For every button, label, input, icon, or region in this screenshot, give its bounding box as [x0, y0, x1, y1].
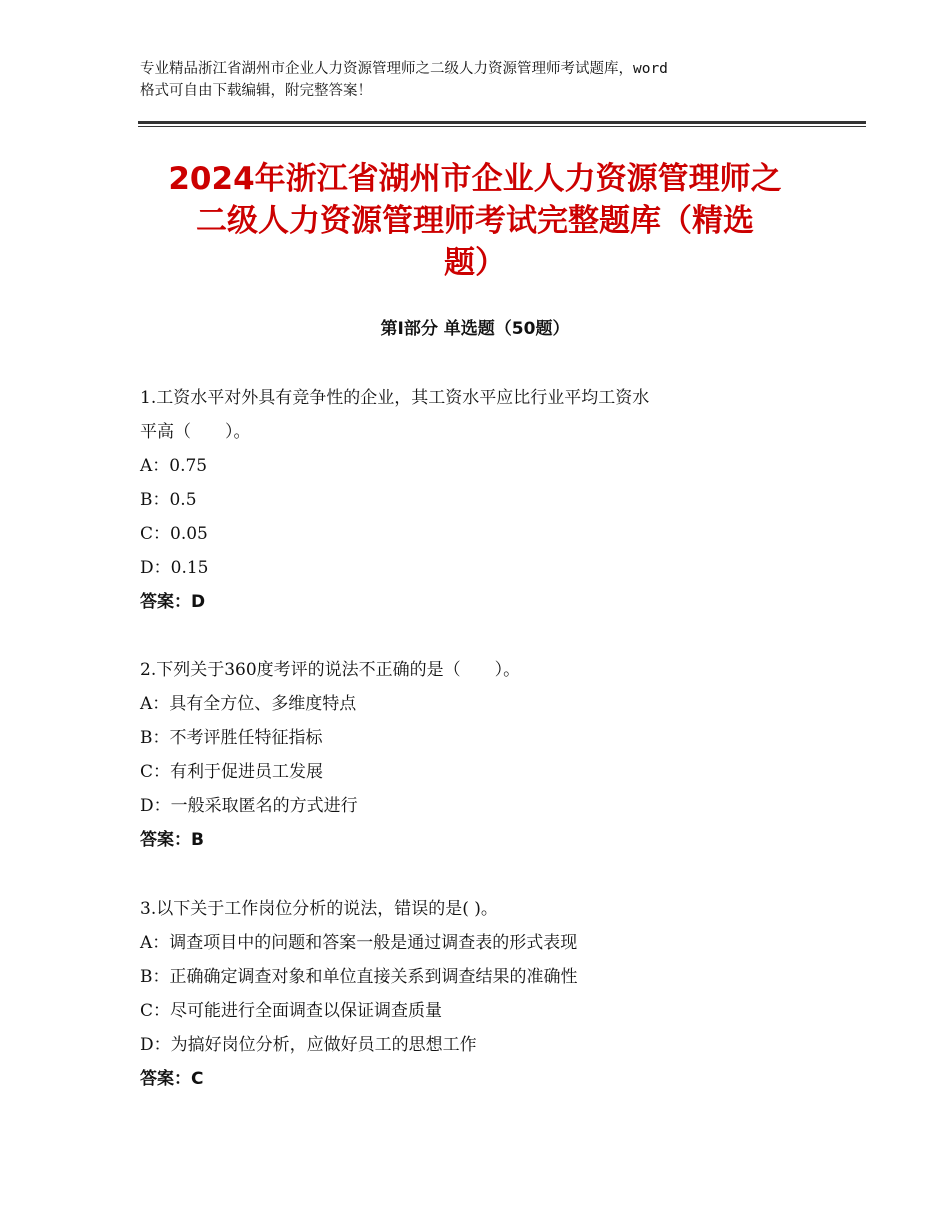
- option-b: B：正确确定调查对象和单位直接关系到调查结果的准确性: [140, 967, 578, 987]
- header-note-line-1: 专业精品浙江省湖州市企业人力资源管理师之二级人力资源管理师考试题库，word: [140, 61, 668, 77]
- option-c: C：有利于促进员工发展: [140, 762, 324, 782]
- document-title-line-1: 2024年浙江省湖州市企业人力资源管理师之: [168, 161, 782, 197]
- question-3: [140, 892, 820, 1096]
- document-title-line-2: 二级人力资源管理师考试完整题库（精选: [196, 203, 754, 239]
- option-a: A：具有全方位、多维度特点: [140, 694, 357, 714]
- option-c: C：尽可能进行全面调查以保证调查质量: [140, 1001, 443, 1021]
- question-2: [140, 653, 820, 857]
- answer: 答案：D: [140, 592, 206, 612]
- option-d: D：0.15: [140, 558, 209, 578]
- section-title: 第Ⅰ部分 单选题（50题）: [380, 319, 570, 339]
- option-b: B：不考评胜任特征指标: [140, 728, 323, 748]
- option-a: A：0.75: [140, 456, 208, 476]
- document-title: [100, 158, 850, 284]
- document-title-line-3: 题）: [444, 245, 506, 281]
- question-stem: 3.以下关于工作岗位分析的说法，错误的是( )。: [140, 899, 498, 919]
- option-d: D：为搞好岗位分析，应做好员工的思想工作: [140, 1035, 477, 1055]
- question-stem-continued: 平高（ ）。: [140, 422, 251, 442]
- option-b: B：0.5: [140, 490, 197, 510]
- answer: 答案：B: [140, 830, 204, 850]
- answer: 答案：C: [140, 1069, 204, 1089]
- header-note: [140, 58, 830, 102]
- question-stem: 1.工资水平对外具有竞争性的企业，其工资水平应比行业平均工资水: [140, 388, 650, 408]
- question-1: [140, 381, 820, 619]
- option-c: C：0.05: [140, 524, 208, 544]
- header-divider: [138, 121, 866, 127]
- header-note-line-2: 格式可自由下载编辑，附完整答案！: [140, 83, 372, 99]
- question-stem: 2.下列关于360度考评的说法不正确的是（ ）。: [140, 660, 521, 680]
- option-a: A：调查项目中的问题和答案一般是通过调查表的形式表现: [140, 933, 578, 953]
- option-d: D：一般采取匿名的方式进行: [140, 796, 358, 816]
